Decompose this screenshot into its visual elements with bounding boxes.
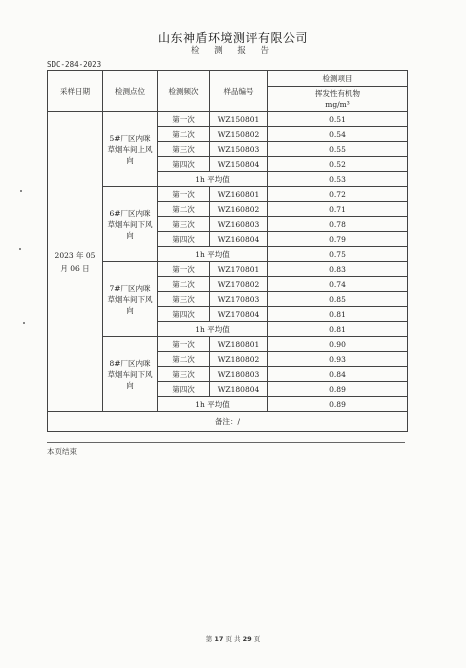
value-cell: 0.51 [268, 112, 408, 127]
table-row [48, 112, 408, 127]
sampling-date: 2023 年 05 月 06 日 [48, 112, 103, 412]
value-cell: 0.71 [268, 202, 408, 217]
average-label: 1h 平均值 [158, 247, 268, 262]
remark: 备注：/ [48, 412, 408, 432]
header-location: 检测点位 [103, 71, 158, 112]
sample-number-cell: WZ150801 [210, 112, 268, 127]
frequency-cell: 第一次 [158, 262, 210, 277]
value-cell: 0.89 [268, 382, 408, 397]
sample-number-cell: WZ150804 [210, 157, 268, 172]
footer-prefix: 第 [205, 635, 213, 643]
sample-number-cell: WZ160801 [210, 187, 268, 202]
average-value: 0.89 [268, 397, 408, 412]
sample-number-cell: WZ170803 [210, 292, 268, 307]
frequency-cell: 第四次 [158, 307, 210, 322]
header-date: 采样日期 [48, 71, 103, 112]
average-value: 0.81 [268, 322, 408, 337]
frequency-cell: 第三次 [158, 292, 210, 307]
substance-name: 挥发性有机物 [315, 89, 360, 98]
frequency-cell: 第一次 [158, 187, 210, 202]
scan-speck [23, 322, 25, 324]
value-cell: 0.52 [268, 157, 408, 172]
divider-line [47, 442, 405, 443]
average-value: 0.75 [268, 247, 408, 262]
sampling-location: 7#厂区内咪草烟车间下风向 [103, 262, 158, 337]
average-label: 1h 平均值 [158, 397, 268, 412]
average-value: 0.53 [268, 172, 408, 187]
frequency-cell: 第四次 [158, 157, 210, 172]
sampling-location: 8#厂区内咪草烟车间下风向 [103, 337, 158, 412]
sampling-location: 5#厂区内咪草烟车间上风向 [103, 112, 158, 187]
sample-number-cell: WZ150803 [210, 142, 268, 157]
footer-suffix: 页 [253, 635, 261, 643]
frequency-cell: 第三次 [158, 217, 210, 232]
sample-number-cell: WZ180802 [210, 352, 268, 367]
value-cell: 0.74 [268, 277, 408, 292]
sample-number-cell: WZ180801 [210, 337, 268, 352]
sample-number-cell: WZ160804 [210, 232, 268, 247]
value-cell: 0.90 [268, 337, 408, 352]
header-frequency: 检测频次 [158, 71, 210, 112]
header-sample-number: 样品编号 [210, 71, 268, 112]
frequency-cell: 第三次 [158, 142, 210, 157]
sample-number-cell: WZ170802 [210, 277, 268, 292]
sample-number-cell: WZ180803 [210, 367, 268, 382]
frequency-cell: 第二次 [158, 202, 210, 217]
frequency-cell: 第三次 [158, 367, 210, 382]
company-name: 山东神盾环境测评有限公司 [157, 31, 308, 45]
frequency-cell: 第二次 [158, 277, 210, 292]
page-number: 17 [214, 635, 224, 643]
frequency-cell: 第一次 [158, 337, 210, 352]
unit: mg/m³ [325, 100, 350, 109]
sample-number-cell: WZ170804 [210, 307, 268, 322]
value-cell: 0.81 [268, 307, 408, 322]
footer-middle: 页 共 [225, 635, 241, 643]
page-footer [0, 634, 466, 643]
remark-row [48, 412, 408, 432]
end-of-page-text: 本页结束 [47, 447, 77, 456]
sampling-location: 6#厂区内咪草烟车间下风向 [103, 187, 158, 262]
frequency-cell: 第二次 [158, 127, 210, 142]
header-substance [268, 87, 408, 112]
value-cell: 0.84 [268, 367, 408, 382]
sample-number-cell: WZ150802 [210, 127, 268, 142]
value-cell: 0.83 [268, 262, 408, 277]
sample-number-cell: WZ180804 [210, 382, 268, 397]
value-cell: 0.79 [268, 232, 408, 247]
table-body [48, 112, 408, 432]
results-table [47, 70, 408, 432]
scan-speck [19, 248, 21, 250]
sample-number-cell: WZ160802 [210, 202, 268, 217]
average-label: 1h 平均值 [158, 172, 268, 187]
value-cell: 0.93 [268, 352, 408, 367]
sample-number-cell: WZ170801 [210, 262, 268, 277]
header-test-item: 检测项目 [268, 71, 408, 87]
frequency-cell: 第一次 [158, 112, 210, 127]
total-pages: 29 [242, 635, 252, 643]
frequency-cell: 第二次 [158, 352, 210, 367]
frequency-cell: 第四次 [158, 382, 210, 397]
value-cell: 0.85 [268, 292, 408, 307]
value-cell: 0.72 [268, 187, 408, 202]
value-cell: 0.78 [268, 217, 408, 232]
report-subtitle: 检 测 报 告 [190, 46, 276, 56]
scan-speck [20, 190, 22, 192]
document-number: SDC-284-2023 [47, 60, 102, 69]
value-cell: 0.54 [268, 127, 408, 142]
value-cell: 0.55 [268, 142, 408, 157]
sample-number-cell: WZ160803 [210, 217, 268, 232]
average-label: 1h 平均值 [158, 322, 268, 337]
frequency-cell: 第四次 [158, 232, 210, 247]
